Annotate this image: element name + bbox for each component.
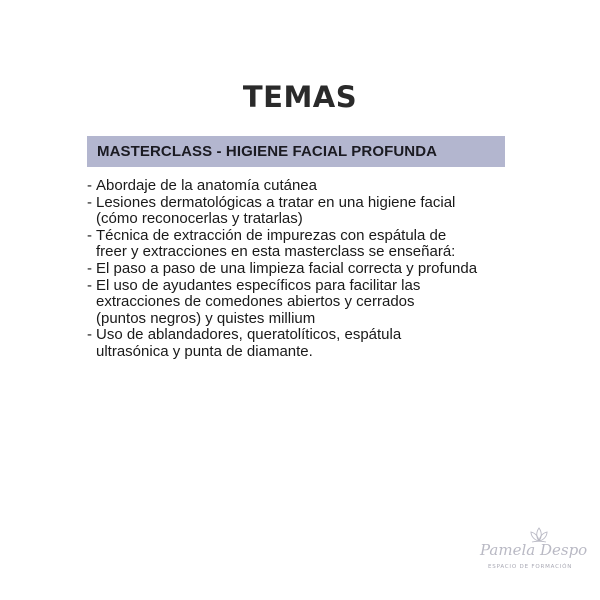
section-band xyxy=(87,136,505,167)
topic-item xyxy=(87,278,547,328)
topic-line: (puntos negros) y quistes millium xyxy=(96,309,316,327)
topic-line: - Uso de ablandadores, queratolíticos, espátula xyxy=(96,326,402,344)
topic-line: freer y extracciones en esta masterclass se enseñará: xyxy=(96,243,456,261)
topic-item xyxy=(87,327,547,360)
topic-line: ultrasónica y punta de diamante. xyxy=(96,342,313,360)
topics-list xyxy=(87,178,547,361)
topic-line: - El paso a paso de una limpieza facial correcta y profunda xyxy=(96,259,478,277)
topic-line: - Técnica de extracción de impurezas con espátula de xyxy=(96,226,447,244)
topic-line: (cómo reconocerlas y tratarlas) xyxy=(96,210,303,228)
topic-line: - Abordaje de la anatomía cutánea xyxy=(96,177,317,194)
page-title: TEMAS xyxy=(242,80,358,114)
topic-line: - El uso de ayudantes específicos para facilitar las xyxy=(96,276,421,294)
logo-name: Pamela Despo xyxy=(480,541,588,559)
section-heading: MASTERCLASS - HIGIENE FACIAL PROFUNDA xyxy=(97,143,438,160)
logo-tagline: ESPACIO DE FORMACIÓN xyxy=(488,564,573,570)
topic-line: - Lesiones dermatológicas a tratar en una higiene facial xyxy=(96,193,456,211)
topic-item xyxy=(87,228,547,261)
topic-item xyxy=(87,195,547,228)
topic-item xyxy=(87,178,547,195)
topic-item xyxy=(87,261,547,278)
brand-logo xyxy=(476,527,588,577)
topic-line: extracciones de comedones abiertos y cerrados xyxy=(96,293,415,311)
